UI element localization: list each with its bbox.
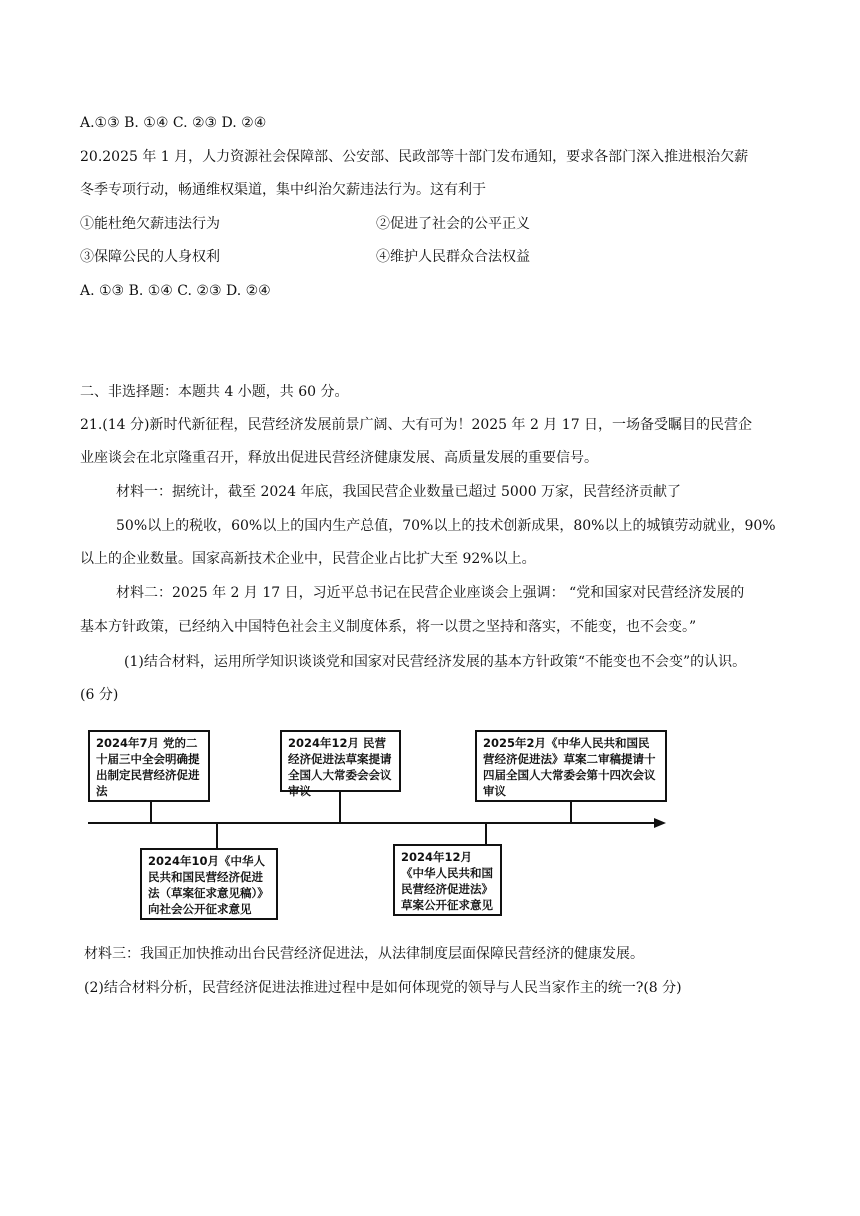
- timeline-tick: [339, 792, 341, 822]
- legislation-timeline: [88, 722, 673, 922]
- material1-line1: 材料一：据统计，截至 2024 年底，我国民营企业数量已超过 5000 万家，民营经济贡献了: [116, 484, 682, 500]
- q20-answer-options: A. ①③ B. ①④ C. ②③ D. ②④: [80, 283, 271, 299]
- timeline-axis: [88, 822, 658, 824]
- timeline-tick: [485, 824, 487, 844]
- timeline-tick: [150, 800, 152, 822]
- timeline-tick: [570, 802, 572, 822]
- material1-line2: 50%以上的税收，60%以上的国内生产总值，70%以上的技术创新成果，80%以上的城镇劳动就业，90%: [116, 518, 776, 534]
- timeline-event-2024-07: 2024年7月 党的二十届三中全会明确提出制定民营经济促进法: [88, 730, 210, 802]
- q19-answer-options: A.①③ B. ①④ C. ②③ D. ②④: [80, 115, 267, 131]
- material1-line3: 以上的企业数量。国家高新技术企业中，民营企业占比扩大至 92%以上。: [80, 551, 536, 567]
- q20-stem-line1: 20.2025 年 1 月，人力资源社会保障部、公安部、民政部等十部门发布通知，要求各部门深入推进根治欠薪: [80, 149, 749, 165]
- material3: 材料三：我国正加快推动出台民营经济促进法，从法律制度层面保障民营经济的健康发展。: [84, 946, 644, 962]
- question1-line1: (1)结合材料，运用所学知识谈谈党和国家对民营经济发展的基本方针政策“不能变也不会变”的认识。: [124, 654, 747, 670]
- timeline-event-2024-12-review: 2024年12月 民营经济促进法草案提请全国人大常委会会议审议: [280, 730, 401, 792]
- timeline-event-2024-10: 2024年10月《中华人民共和国民营经济促进法（草案征求意见稿）》向社会公开征求意见: [140, 848, 278, 920]
- timeline-arrow-icon: [654, 818, 666, 828]
- q21-intro-line1: 21.(14 分)新时代新征程，民营经济发展前景广阔、大有可为！2025 年 2 月 17 日，一场备受瞩目的民营企: [80, 417, 753, 433]
- question2: (2)结合材料分析，民营经济促进法推进过程中是如何体现党的领导与人民当家作主的统一?(8 分): [84, 980, 682, 996]
- q20-option-3: ③保障公民的人身权利: [80, 249, 220, 265]
- timeline-tick: [216, 824, 218, 848]
- material2-line2: 基本方针政策，已经纳入中国特色社会主义制度体系，将一以贯之坚持和落实，不能变，也不会变。”: [80, 619, 697, 635]
- section-heading: 二、非选择题：本题共 4 小题，共 60 分。: [80, 384, 349, 400]
- timeline-event-2024-12-solicit: 2024年12月《中华人民共和国民营经济促进法》草案公开征求意见: [393, 844, 502, 916]
- q20-option-2: ②促进了社会的公平正义: [376, 216, 530, 232]
- q21-intro-line2: 业座谈会在北京隆重召开，释放出促进民营经济健康发展、高质量发展的重要信号。: [80, 450, 598, 466]
- material2-line1: 材料二：2025 年 2 月 17 日，习近平总书记在民营企业座谈会上强调： “党和国家对民营经济发展的: [116, 585, 745, 601]
- q20-option-1: ①能杜绝欠薪违法行为: [80, 216, 220, 232]
- timeline-event-2025-02: 2025年2月《中华人民共和国民营经济促进法》草案二审稿提请十四届全国人大常委会第十四次会议审议: [475, 730, 667, 802]
- q20-option-4: ④维护人民群众合法权益: [376, 249, 530, 265]
- q20-stem-line2: 冬季专项行动，畅通维权渠道，集中纠治欠薪违法行为。这有利于: [80, 182, 486, 198]
- question1-line2: (6 分): [80, 687, 119, 703]
